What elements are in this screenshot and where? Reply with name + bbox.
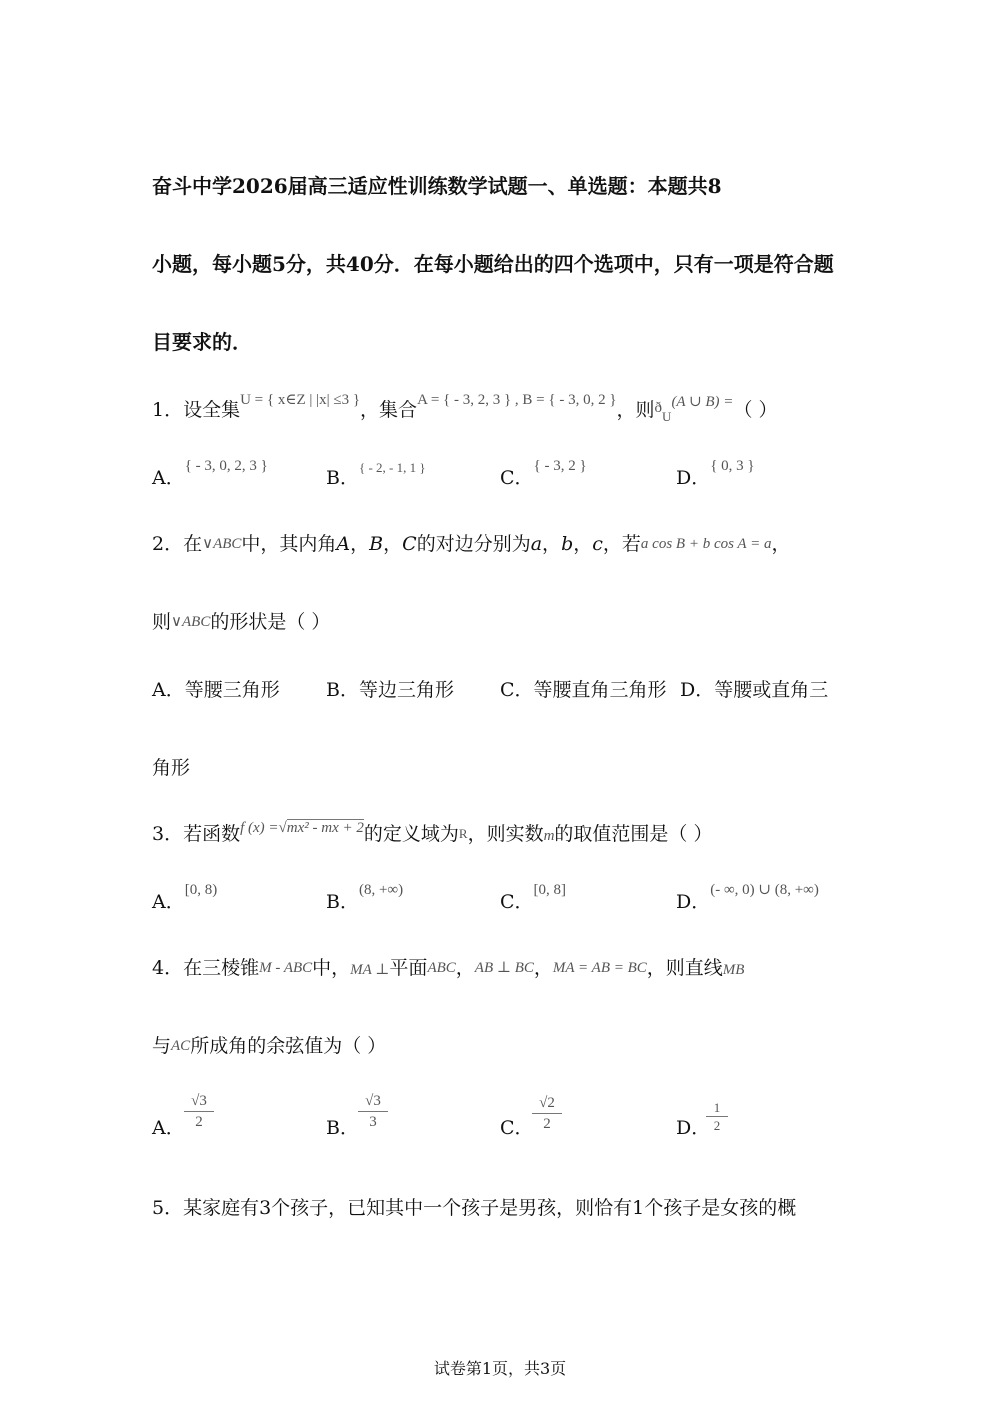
q1-option-d: D．$^{\{ 0, 3 \}}$ [676,458,755,489]
question-3: 3．若函数$^{f (x) =√mx^2 - mx + 2}$的定义域为R，则实数m的取值范围是（ ） [152,820,713,845]
q2-equation: a cos B + b cos A = a [640,536,772,552]
q3-option-c: C．[0, 8] [500,882,567,913]
q1-universal-set: U = { x∈Z | |x| ≤3 } [240,392,361,408]
q1-option-b: B．$^{\{ - 2, - 1, 1 \}}$ [326,460,426,489]
q1-expression: (A ∪ B) = [671,394,734,410]
q2-option-c: C．等腰直角三角形 [500,679,667,701]
q4-option-c-fraction: √2 2 [532,1094,562,1133]
q2-triangle: ∨ABC [171,614,211,630]
q3-function: f (x) = [240,820,279,836]
q1-text: ，集合 [360,399,418,421]
q4-option-d-label: D． [676,1117,711,1139]
question-1 [152,392,778,429]
q2-option-d-wrap: 角形 [152,757,191,779]
q3-option-b: B．$^{(8, +\infty)}$ [326,882,404,913]
question-2-cont: 则∨ABC的形状是（ ） [152,611,331,633]
q4-option-a-fraction: √3 2 [184,1092,214,1131]
q2-option-b: B．等边三角形 [326,679,454,701]
page-footer: 试卷第1页，共3页 [433,1359,567,1378]
question-2: 2．在∨ABC中，其内角A，B，C的对边分别为a，b，c，若a cos B + b cos A = a， [152,533,791,555]
q4-option-d-fraction: 1 2 [706,1100,728,1133]
question-4: 4．在三棱锥M - ABC中，MA ⊥平面ABC，AB ⊥ BC，MA = AB = BC，则直线MB [152,957,745,979]
q1-sets-ab: A = { - 3, 2, 3 } , B = { - 3, 0, 2 } [417,392,617,408]
exam-instructions-line3: 目要求的． [152,330,252,354]
q1-option-c: C．$^{\{ - 3, 2 \}}$ [500,458,587,489]
q2-option-d: D．等腰或直角三 [680,679,829,701]
q3-option-d: D．$^{(- \infty, 0) \cup (8, +\infty)}$ [676,882,819,913]
q1-text: 1．设全集 [152,399,241,421]
q3-sqrt-symbol: √ [278,820,287,836]
q1-complement-symbol: ð [654,400,663,416]
q3-option-a: A．$^{[0, 8)}$ [152,882,218,913]
q1-option-a: A．$^{\{ - 3, 0, 2, 3 \}}$ [152,458,268,489]
q1-text: ，则 [616,399,655,421]
question-5: 5．某家庭有3个孩子，已知其中一个孩子是男孩，则恰有1个孩子是女孩的概 [152,1197,797,1219]
q4-option-b-fraction: √3 3 [358,1092,388,1131]
exam-title-line1: 奋斗中学2026届高三适应性训练数学试题一、单选题：本题共8 [152,174,722,198]
q2-triangle: ∨ABC [202,536,242,552]
q1-paren: （ ） [733,399,778,421]
q4-option-c-label: C． [500,1117,534,1139]
q4-option-a-label: A． [152,1117,185,1139]
q2-option-a: A．等腰三角形 [152,679,280,701]
q4-option-b-label: B． [326,1117,359,1139]
question-4-cont: 与AC所成角的余弦值为（ ） [152,1035,387,1057]
q1-complement-sub: U [662,408,672,424]
q3-radicand: mx² - mx + 2 [286,820,364,836]
exam-instructions-line2: 小题，每小题5分，共40分．在每小题给出的四个选项中，只有一项是符合题 [152,252,834,276]
